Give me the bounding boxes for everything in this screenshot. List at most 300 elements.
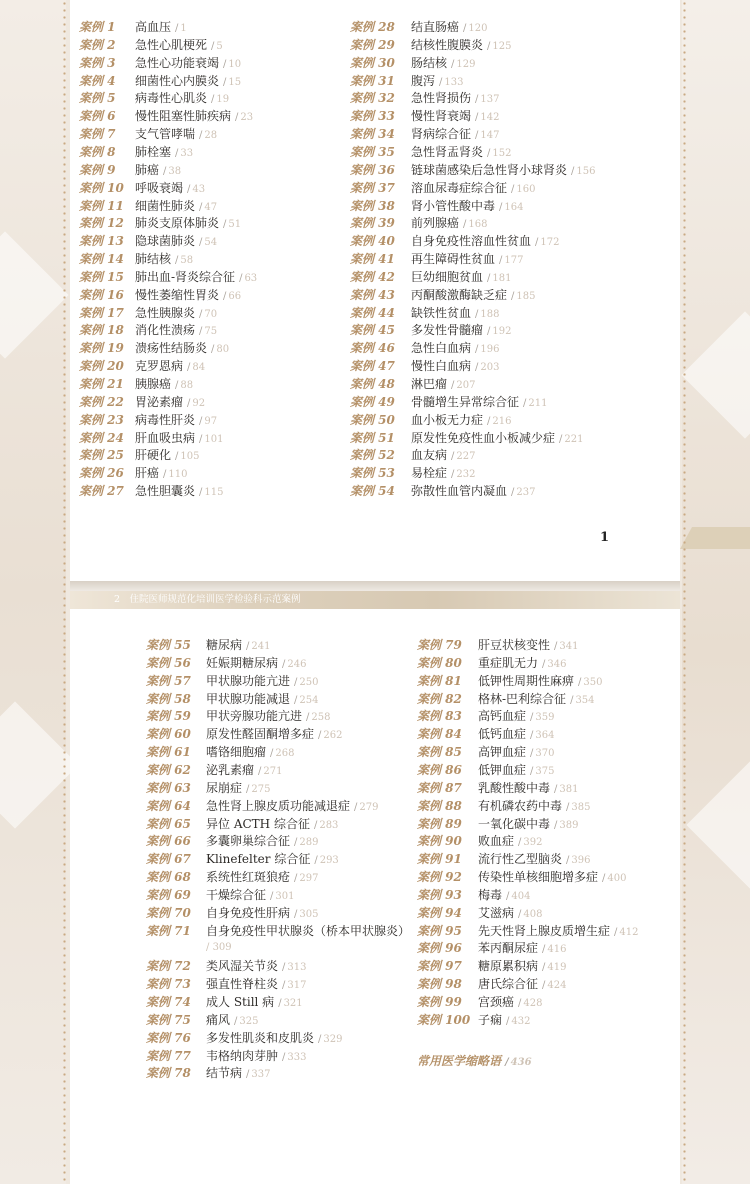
separator: / [602,873,606,885]
toc-entry[interactable] [79,339,339,357]
toc-entry[interactable] [146,725,406,743]
case-number: 案例 92 [417,870,462,885]
toc-entry[interactable] [350,179,670,197]
toc-entry[interactable] [350,464,670,482]
case-number: 案例 24 [79,430,124,445]
separator: / [505,1057,509,1068]
toc-entry[interactable] [350,357,670,375]
toc-entry[interactable] [146,1029,406,1047]
entry-title-text: 多发性骨髓瘤 [411,323,484,338]
separator: / [211,94,215,106]
toc-entry[interactable] [417,654,667,672]
entry-title-text: 流行性乙型脑炎 [478,852,563,867]
entry-title-text: 隐球菌肺炎 [135,234,196,249]
toc-entry[interactable] [417,904,667,922]
case-number: 案例 88 [417,798,462,813]
entry-title-text: 苯丙酮尿症 [478,941,539,956]
toc-entry[interactable] [79,268,339,286]
toc-entry[interactable] [417,975,667,993]
separator: / [451,469,455,481]
toc-entry[interactable] [79,179,339,197]
toc-entry[interactable] [79,197,339,215]
running-header-text: 2 住院医师规范化培训医学检验科示范案例 [114,594,301,605]
toc-entry[interactable] [146,832,406,850]
case-number: 案例 33 [350,109,395,124]
entry-title-text: 链球菌感染后急性肾小球肾炎 [411,162,568,177]
entry-page: 110 [168,469,188,481]
separator: / [187,362,191,374]
entry-title-text: 高血压 [135,20,172,34]
toc-entry[interactable] [417,922,667,940]
case-number: 案例 13 [79,234,124,249]
entry-page: 333 [287,1051,307,1063]
toc-entry[interactable] [146,1064,406,1082]
case-number: 案例 57 [146,673,191,688]
entry-title-text: 缺铁性贫血 [411,305,472,320]
entry-page: 177 [504,255,524,267]
case-number: 案例 34 [350,127,395,142]
entry-page: 283 [319,819,339,831]
toc-entry[interactable] [146,957,406,975]
toc-entry[interactable] [350,197,670,215]
separator: / [175,255,179,267]
case-number: 案例 72 [146,959,191,974]
separator: / [518,998,522,1009]
toc-entry[interactable] [350,36,670,54]
toc-entry[interactable] [350,143,670,161]
entry-page: 375 [535,765,555,777]
entry-page: 152 [492,147,512,159]
entry-page: 329 [323,1033,343,1045]
running-header [70,591,680,609]
toc-entry[interactable] [417,707,667,725]
toc-entry[interactable] [417,761,667,779]
toc-entry[interactable] [79,357,339,375]
toc-entry[interactable] [417,832,667,850]
separator: / [511,183,515,195]
entry-page: 385 [571,801,591,813]
separator: / [578,676,582,688]
toc-entry[interactable] [146,707,406,725]
toc-entry[interactable] [79,125,339,143]
toc-entry[interactable] [146,815,406,833]
entry-page: 51 [228,219,242,231]
case-number: 案例 70 [146,905,191,920]
entry-title-text: 肾小管性酸中毒 [411,198,496,213]
toc-entry[interactable] [79,393,339,411]
separator: / [270,890,274,902]
separator: / [487,415,491,427]
entry-page: 54 [204,237,218,249]
toc-entry[interactable] [350,72,670,90]
toc-entry[interactable] [146,672,406,690]
entry-page: 396 [571,855,591,867]
entry-title-text: 肺癌 [135,162,160,177]
separator: / [294,694,298,706]
case-number: 案例 27 [79,484,124,499]
toc-entry[interactable] [79,429,339,447]
entry-page: 262 [323,730,343,742]
toc-entry[interactable] [417,636,667,654]
entry-title-text: 肺结核 [135,252,172,267]
separator: / [511,290,515,302]
toc-entry[interactable] [417,743,667,761]
separator: / [246,783,250,795]
toc-entry[interactable] [417,850,667,868]
case-number: 案例 65 [146,816,191,831]
toc-entry[interactable] [79,89,339,107]
case-number: 案例 26 [79,466,124,481]
separator: / [542,944,546,956]
toc-entry[interactable] [350,268,670,286]
separator: / [475,362,479,374]
toc-entry[interactable] [417,779,667,797]
page-number: 1 [600,530,610,545]
toc-entry[interactable] [146,904,406,922]
appendix-page: 436 [510,1057,532,1068]
entry-page: 404 [511,890,531,902]
toc-entry[interactable] [79,232,339,250]
entry-title-text: 糖尿病 [206,638,243,652]
entry-title-text: 艾滋病 [478,905,515,920]
toc-entry[interactable] [146,654,406,672]
entry-page: 147 [480,130,500,142]
case-number: 案例 58 [146,691,191,706]
case-number: 案例 19 [79,341,124,356]
toc-entry[interactable] [417,797,667,815]
separator: / [175,451,179,463]
entry-title-text: 肾病综合征 [411,127,472,142]
toc-entry[interactable] [350,89,670,107]
entry-title-text: 慢性阻塞性肺疾病 [135,109,232,124]
entry-page: 428 [523,998,543,1009]
entry-title-text: 易栓症 [411,466,448,481]
separator: / [542,658,546,670]
separator: / [234,1015,238,1027]
toc-entry[interactable] [79,54,339,72]
separator: / [199,326,203,338]
entry-title-text: 肝豆状核变性 [478,638,551,652]
toc-entry[interactable] [350,446,670,464]
entry-page: 211 [528,397,548,409]
entry-page: 63 [244,272,258,284]
separator: / [554,641,558,652]
separator: / [475,130,479,142]
entry-title-text: 支气管哮喘 [135,127,196,142]
case-number: 案例 50 [350,412,395,427]
entry-page: 337 [251,1069,271,1081]
toc-entry[interactable] [350,107,670,125]
entry-title-text: 原发性醛固酮增多症 [206,727,315,742]
entry-page: 381 [559,783,579,795]
case-number: 案例 18 [79,323,124,338]
toc-entry[interactable] [417,868,667,886]
case-number: 案例 96 [417,941,462,956]
case-number: 案例 64 [146,798,191,813]
toc-entry[interactable] [146,761,406,779]
entry-page: 250 [299,676,319,688]
entry-title-text: 多囊卵巢综合征 [206,834,291,849]
separator: / [318,1033,322,1045]
entry-page: 129 [456,58,476,70]
entry-title-text: 成人 Still 病 [206,995,275,1009]
case-number: 案例 51 [350,430,395,445]
case-number: 案例 95 [417,923,462,938]
separator: / [282,658,286,670]
toc-entry[interactable] [350,304,670,322]
toc-entry[interactable] [79,107,339,125]
separator: / [530,748,534,760]
toc-entry[interactable] [146,797,406,815]
toc-entry[interactable] [350,482,670,500]
toc-entry[interactable] [350,250,670,268]
case-number: 案例 99 [417,995,462,1009]
entry-title-text: 先天性肾上腺皮质增生症 [478,923,611,938]
separator: / [535,237,539,249]
case-number: 案例 93 [417,887,462,902]
case-number: 案例 100 [417,1012,471,1027]
separator: / [306,712,310,724]
toc-entry[interactable] [350,232,670,250]
separator: / [451,380,455,391]
case-number: 案例 98 [417,977,462,992]
separator: / [354,801,358,813]
entry-title-text: 甲状腺功能减退 [206,691,291,706]
entry-page: 268 [275,748,295,760]
toc-entry[interactable] [79,72,339,90]
case-number: 案例 21 [79,377,124,391]
case-number: 案例 25 [79,448,124,463]
entry-title-text: 格林-巴利综合征 [478,691,567,706]
toc-entry[interactable] [350,339,670,357]
entry-page: 207 [456,380,476,391]
entry-page: 137 [480,94,500,106]
toc-entry[interactable] [79,286,339,304]
separator: / [499,201,503,213]
case-number: 案例 43 [350,287,395,302]
toc-entry[interactable] [79,214,339,232]
separator: / [175,380,179,391]
toc-entry[interactable] [146,1047,406,1065]
separator: / [518,908,522,920]
toc-entry[interactable] [79,321,339,339]
entry-title-text: 痛风 [206,1012,231,1027]
separator: / [571,165,575,177]
entry-page: 28 [204,130,218,142]
toc-entry[interactable] [79,304,339,322]
separator: / [499,255,503,267]
entry-title-text: 细菌性肺炎 [135,198,196,213]
separator: / [282,1051,286,1063]
case-number: 案例 30 [350,55,395,70]
entry-title-text: 重症肌无力 [478,655,539,670]
entry-page: 370 [535,748,555,760]
toc-entry[interactable] [350,411,670,429]
toc-entry[interactable] [79,161,339,179]
toc-entry[interactable] [79,36,339,54]
case-number: 案例 44 [350,305,395,320]
background-left-strip [0,0,66,1184]
toc-entry[interactable] [417,1011,667,1029]
entry-title-text: 结核性腹膜炎 [411,37,484,52]
separator: / [570,694,574,706]
separator: / [223,290,227,302]
case-number: 案例 68 [146,870,191,885]
toc-entry[interactable] [417,672,667,690]
entry-page: 412 [619,926,639,938]
toc-entry[interactable] [417,886,667,904]
separator: / [451,58,455,70]
toc-entry[interactable] [79,375,339,393]
case-number: 案例 6 [79,109,116,124]
case-number: 案例 48 [350,377,395,391]
entry-page: 97 [204,415,218,427]
entry-page: 432 [511,1015,531,1027]
entry-title-text: 尿崩症 [206,780,243,795]
entry-title [478,1011,530,1031]
toc-entry[interactable] [146,975,406,993]
entry-page: 317 [287,980,307,992]
entry-page: 341 [559,641,579,652]
toc-entry[interactable] [146,886,406,904]
case-number: 案例 1 [79,20,116,34]
toc-entry[interactable] [146,636,406,654]
case-number: 案例 40 [350,234,395,249]
entry-title-text: 自身免疫性肝病 [206,905,291,920]
separator: / [559,433,563,445]
toc-entry[interactable] [417,690,667,708]
entry-title-text: 丙酮酸激酶缺乏症 [411,287,508,302]
toc-entry[interactable] [79,446,339,464]
entry-title [206,1064,270,1084]
toc-entry[interactable] [146,868,406,886]
entry-title-text: 嗜铬细胞瘤 [206,745,267,760]
toc-entry[interactable] [417,725,667,743]
toc-entry[interactable] [79,143,339,161]
entry-title-text: 干燥综合征 [206,887,267,902]
toc-entry[interactable] [79,464,339,482]
entry-title-text: 急性白血病 [411,341,472,356]
entry-title-text: 妊娠期糖尿病 [206,655,279,670]
separator: / [278,998,282,1009]
separator: / [199,201,203,213]
toc-entry[interactable] [350,161,670,179]
entry-page: 364 [535,730,555,742]
case-number: 案例 39 [350,216,395,231]
separator: / [487,326,491,338]
toc-entry[interactable] [79,482,339,500]
case-number: 案例 14 [79,252,124,267]
entry-title-text: 急性肾损伤 [411,91,472,106]
toc-entry[interactable] [79,411,339,429]
toc-entry[interactable] [146,1011,406,1029]
entry-page: 47 [204,201,218,213]
entry-page: 160 [516,183,536,195]
separator: / [566,855,570,867]
toc-entry[interactable] [350,286,670,304]
toc-entry[interactable] [79,250,339,268]
entry-page: 23 [240,112,254,124]
separator: / [175,23,179,34]
case-number: 案例 9 [79,162,116,177]
case-number: 案例 66 [146,834,191,849]
case-number: 案例 4 [79,73,116,88]
entry-page: 172 [540,237,560,249]
separator: / [487,272,491,284]
entry-page: 58 [180,255,194,267]
toc-entry[interactable] [417,815,667,833]
toc-entry[interactable] [146,743,406,761]
toc-entry[interactable] [350,125,670,143]
toc-entry[interactable] [350,375,670,393]
entry-page: 297 [299,873,319,885]
separator: / [199,130,203,142]
toc-entry[interactable] [146,850,406,868]
toc-entry[interactable] [146,922,411,940]
entry-title-text: 结节病 [206,1066,243,1081]
separator: / [223,76,227,88]
separator: / [199,237,203,249]
separator: / [206,942,213,954]
case-number: 案例 80 [417,655,462,670]
entry-title-text: 肝硬化 [135,448,172,463]
case-number: 案例 32 [350,91,395,106]
entry-title-text: 异位 ACTH 综合征 [206,816,310,831]
separator: / [223,58,227,70]
toc-entry[interactable] [350,54,670,72]
separator: / [542,980,546,992]
entry-page: 120 [468,23,488,34]
toc-entry[interactable] [417,993,667,1011]
case-number: 案例 76 [146,1030,191,1045]
toc-entry[interactable] [350,214,670,232]
toc-entry[interactable] [350,393,670,411]
entry-title [135,482,223,502]
case-number: 案例 87 [417,780,462,795]
separator: / [451,451,455,463]
entry-title-text: 骨髓增生异常综合征 [411,394,520,409]
entry-title [206,922,410,940]
entry-title-text: 急性心肌梗死 [135,37,208,52]
entry-page: 10 [228,58,242,70]
separator: / [199,308,203,320]
toc-entry[interactable] [79,18,339,36]
toc-entry[interactable] [146,779,406,797]
case-number: 案例 52 [350,448,395,463]
appendix-entry[interactable] [417,1052,532,1070]
toc-entry[interactable] [350,429,670,447]
toc-page-2 [70,591,680,1184]
entry-page: 203 [480,362,500,374]
separator: / [314,855,318,867]
toc-entry[interactable] [417,939,667,957]
toc-entry[interactable] [350,18,670,36]
entry-page: 101 [204,433,224,445]
entry-title-text: 传染性单核细胞增多症 [478,870,599,885]
toc-entry[interactable] [146,993,406,1011]
separator: / [523,397,527,409]
toc-entry[interactable] [350,321,670,339]
entry-title-text: 病毒性肝炎 [135,412,196,427]
entry-page: 271 [263,765,283,777]
separator: / [294,676,298,688]
case-number: 案例 15 [79,269,124,284]
separator: / [439,76,443,88]
toc-entry[interactable] [417,957,667,975]
case-number: 案例 31 [350,73,395,88]
case-number: 案例 78 [146,1066,191,1081]
toc-entry[interactable] [146,690,406,708]
